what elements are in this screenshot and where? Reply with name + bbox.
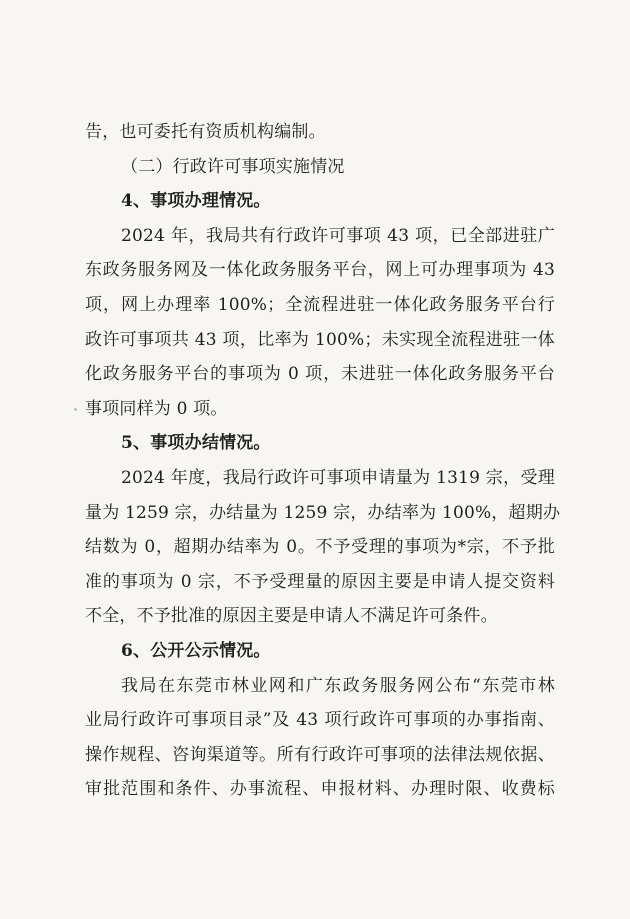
text-line: 政许可事项共 43 项，比率为 100%；未实现全流程进驻一体 xyxy=(85,329,555,350)
text-line: 告，也可委托有资质机构编制。 xyxy=(85,122,326,142)
text-line: 操作规程、咨询渠道等。所有行政许可事项的法律法规依据、 xyxy=(85,744,555,765)
section-heading: 5、事项办结情况。 xyxy=(121,433,271,454)
text-line: 2024 年，我局共有行政许可事项 43 项，已全部进驻广 xyxy=(121,225,555,246)
text-line: 事项同样为 0 项。 xyxy=(85,398,228,419)
document-body xyxy=(85,115,561,807)
text-line: 东政务服务网及一体化政务服务平台，网上可办理事项为 43 xyxy=(85,260,555,281)
text-line: 结数为 0，超期办结率为 0。不予受理的事项为*宗，不予批 xyxy=(85,537,555,558)
text-line: 2024 年度，我局行政许可事项申请量为 1319 宗，受理 xyxy=(121,467,555,488)
text-line: 业局行政许可事项目录”及 43 项行政许可事项的办事指南、 xyxy=(85,710,555,731)
text-line: 准的事项为 0 宗，不予受理量的原因主要是申请人提交资料 xyxy=(85,571,555,592)
text-line: 审批范围和条件、办事流程、申报材料、办理时限、收费标 xyxy=(85,779,555,800)
text-line: 我局在东莞市林业网和广东政务服务网公布“东莞市林 xyxy=(121,675,555,696)
text-line: 量为 1259 宗，办结量为 1259 宗，办结率为 100%，超期办 xyxy=(85,502,561,523)
section-heading: 4、事项办理情况。 xyxy=(121,191,271,212)
text-line: 项，网上办理率 100%；全流程进驻一体化政务服务平台行 xyxy=(85,294,555,315)
text-line: 不全，不予批准的原因主要是申请人不满足许可条件。 xyxy=(85,606,498,627)
section-heading: 6、公开公示情况。 xyxy=(121,640,271,661)
text-line: 化政务服务平台的事项为 0 项，未进驻一体化政务服务平台 xyxy=(85,364,555,385)
text-line: （二）行政许可事项实施情况 xyxy=(121,156,345,177)
scan-speck xyxy=(74,408,77,411)
